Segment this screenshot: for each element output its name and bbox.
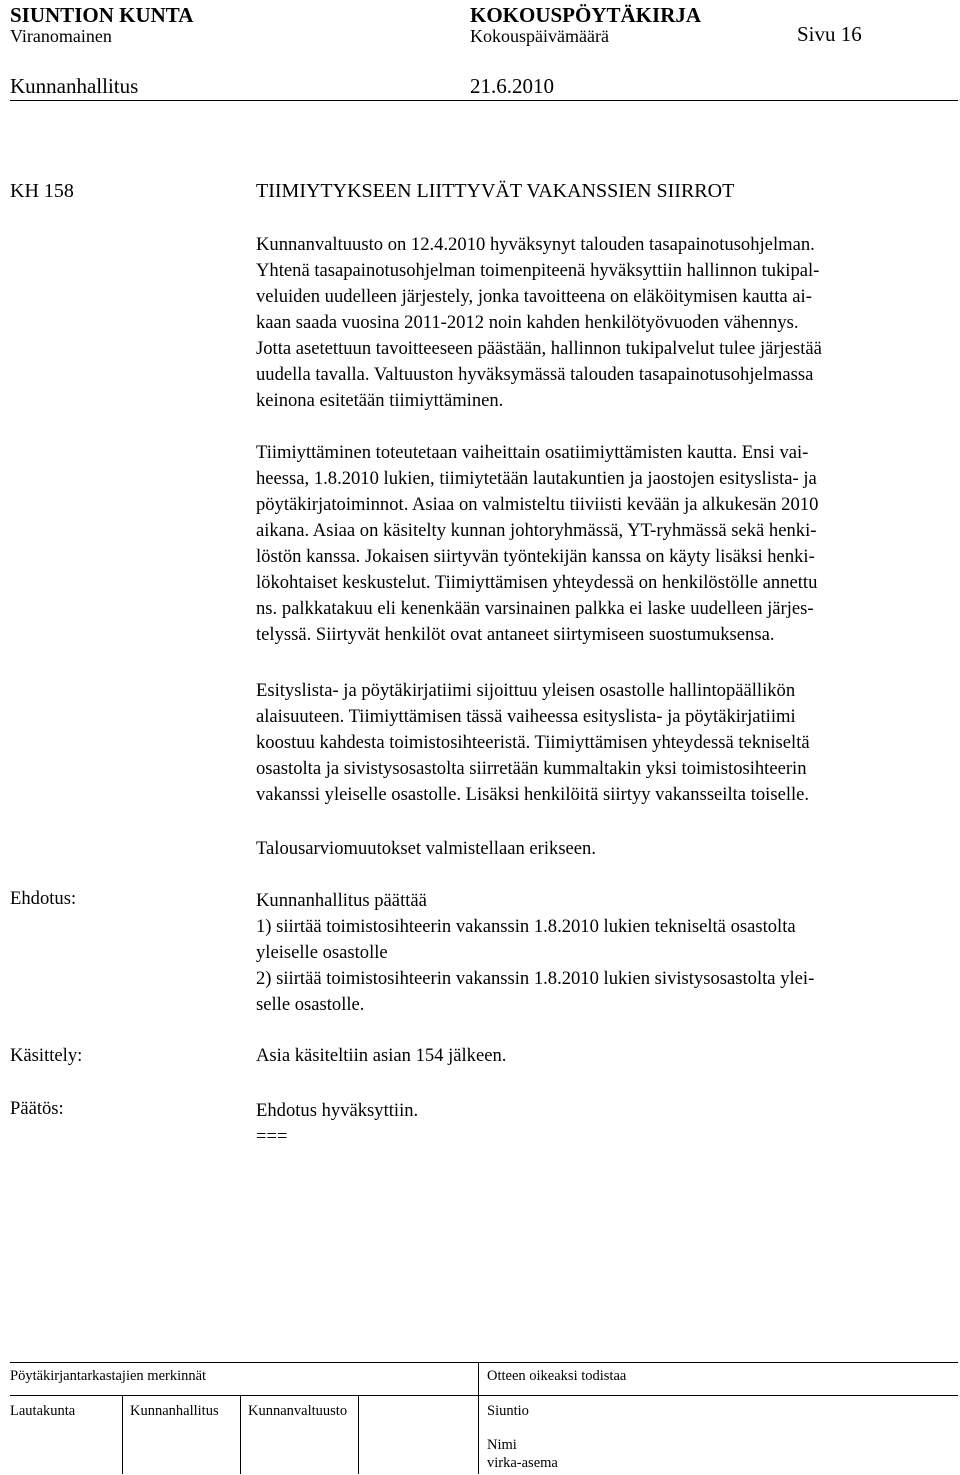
footer-cell-divider — [122, 1395, 123, 1474]
page-number: Sivu 16 — [797, 22, 862, 46]
proposal-line: 1) siirtää toimistosihteerin vakanssin 1.8.2010 lukien tekniseltä osastolta — [256, 916, 796, 937]
decision-label: Päätös: — [10, 1098, 64, 1119]
authority-label: Viranomainen — [10, 26, 112, 46]
decision-text — [256, 1098, 956, 1150]
paragraph-line: uudella tavalla. Valtuuston hyväksymässä talouden tasapainotusohjelmassa — [256, 364, 814, 385]
paragraph-line: Yhtenä tasapainotusohjelman toimenpiteenä hyväksyttiin hallinnon tukipal- — [256, 260, 820, 281]
paragraph-line: vakanssi yleiselle osastolle. Lisäksi henkilöitä siirtyy vakansseilta toiselle. — [256, 784, 810, 805]
authority-name: Kunnanhallitus — [10, 74, 139, 98]
paragraph-line: kaan saada vuosina 2011-2012 noin kahden henkilötyövuoden vähennys. — [256, 312, 799, 333]
footer-cell-divider — [358, 1395, 359, 1474]
proposal-line: 2) siirtää toimistosihteerin vakanssin 1.8.2010 lukien sivistysosastolta ylei- — [256, 968, 815, 989]
document-type: KOKOUSPÖYTÄKIRJA — [470, 3, 702, 27]
paragraph-4 — [256, 836, 956, 862]
footer-place: Siuntio — [487, 1403, 529, 1419]
paragraph-line: osastolta ja sivistysosastolta siirretään kummaltakin yksi toimistosihteerin — [256, 758, 807, 779]
paragraph-line: ns. palkkatakuu eli kenenkään varsinainen palkka ei laske uudelleen järjes- — [256, 598, 814, 619]
proposal-text — [256, 888, 956, 1018]
meeting-date: 21.6.2010 — [470, 74, 554, 98]
paragraph-line: alaisuuteen. Tiimiyttämisen tässä vaiheessa esityslista- ja pöytäkirjatiimi — [256, 706, 796, 727]
paragraph-line: keinona esitetään tiimiyttäminen. — [256, 390, 504, 411]
decision-line: Ehdotus hyväksyttiin. — [256, 1100, 419, 1121]
org-name: SIUNTION KUNTA — [10, 3, 194, 27]
paragraph-line: telyssä. Siirtyvät henkilöt ovat antaneet siirtymiseen suostumuksensa. — [256, 624, 775, 645]
footer-title: virka-asema — [487, 1455, 558, 1471]
paragraph-line: Tiimiyttäminen toteutetaan vaiheittain osatiimiyttämisten kautta. Ensi vai- — [256, 442, 809, 463]
section-number: KH 158 — [10, 180, 74, 202]
meeting-date-label: Kokouspäivämäärä — [470, 26, 609, 46]
proposal-label: Ehdotus: — [10, 888, 77, 909]
paragraph-2 — [256, 440, 956, 648]
paragraph-line: aikana. Asiaa on käsitelty kunnan johtoryhmässä, YT-ryhmässä sekä henki- — [256, 520, 817, 541]
paragraph-line: veluiden uudelleen järjestely, jonka tavoitteena on eläköitymisen kautta ai- — [256, 286, 812, 307]
proposal-line: Kunnanhallitus päättää — [256, 890, 427, 911]
footer-minutes-checkers: Pöytäkirjantarkastajien merkinnät — [10, 1368, 207, 1384]
decision-line: === — [256, 1126, 288, 1147]
footer-certified: Otteen oikeaksi todistaa — [487, 1368, 627, 1384]
footer-rule-top — [10, 1362, 958, 1363]
footer-council: Kunnanvaltuusto — [248, 1403, 348, 1419]
paragraph-line: löstön kanssa. Jokaisen siirtyvän työntekijän kanssa on käyty lisäksi henki- — [256, 546, 815, 567]
section-title: TIIMIYTYKSEEN LIITTYVÄT VAKANSSIEN SIIRROT — [256, 180, 735, 202]
paragraph-line: Kunnanvaltuusto on 12.4.2010 hyväksynyt talouden tasapainotusohjelman. — [256, 234, 815, 255]
paragraph-line: koostuu kahdesta toimistosihteeristä. Tiimiyttämisen yhteydessä tekniseltä — [256, 732, 810, 753]
header-rule — [10, 100, 958, 101]
footer-rule-middle — [10, 1395, 958, 1396]
footer-divider — [478, 1362, 479, 1474]
paragraph-line: pöytäkirjatoiminnot. Asiaa on valmisteltu tiiviisti kevään ja alkukesän 2010 — [256, 494, 819, 515]
handling-label: Käsittely: — [10, 1045, 83, 1066]
paragraph-3 — [256, 678, 956, 808]
footer-board: Lautakunta — [10, 1403, 76, 1419]
proposal-line: selle osastolle. — [256, 994, 365, 1015]
paragraph-line: lökohtaiset keskustelut. Tiimiyttämisen yhteydessä on henkilöstölle annettu — [256, 572, 818, 593]
footer-name: Nimi — [487, 1437, 517, 1453]
paragraph-line: heessa, 1.8.2010 lukien, tiimiytetään lautakuntien ja jaostojen esityslista- ja — [256, 468, 817, 489]
paragraph-line: Esityslista- ja pöytäkirjatiimi sijoittuu yleisen osastolle hallintopäällikön — [256, 680, 796, 701]
paragraph-line: Talousarviomuutokset valmistellaan erikseen. — [256, 838, 597, 859]
paragraph-1 — [256, 232, 956, 414]
handling-text: Asia käsiteltiin asian 154 jälkeen. — [256, 1045, 507, 1066]
footer-municipal-board: Kunnanhallitus — [130, 1403, 219, 1419]
proposal-line: yleiselle osastolle — [256, 942, 388, 963]
paragraph-line: Jotta asetettuun tavoitteeseen päästään, hallinnon tukipalvelut tulee järjestää — [256, 338, 822, 359]
footer-cell-divider — [240, 1395, 241, 1474]
